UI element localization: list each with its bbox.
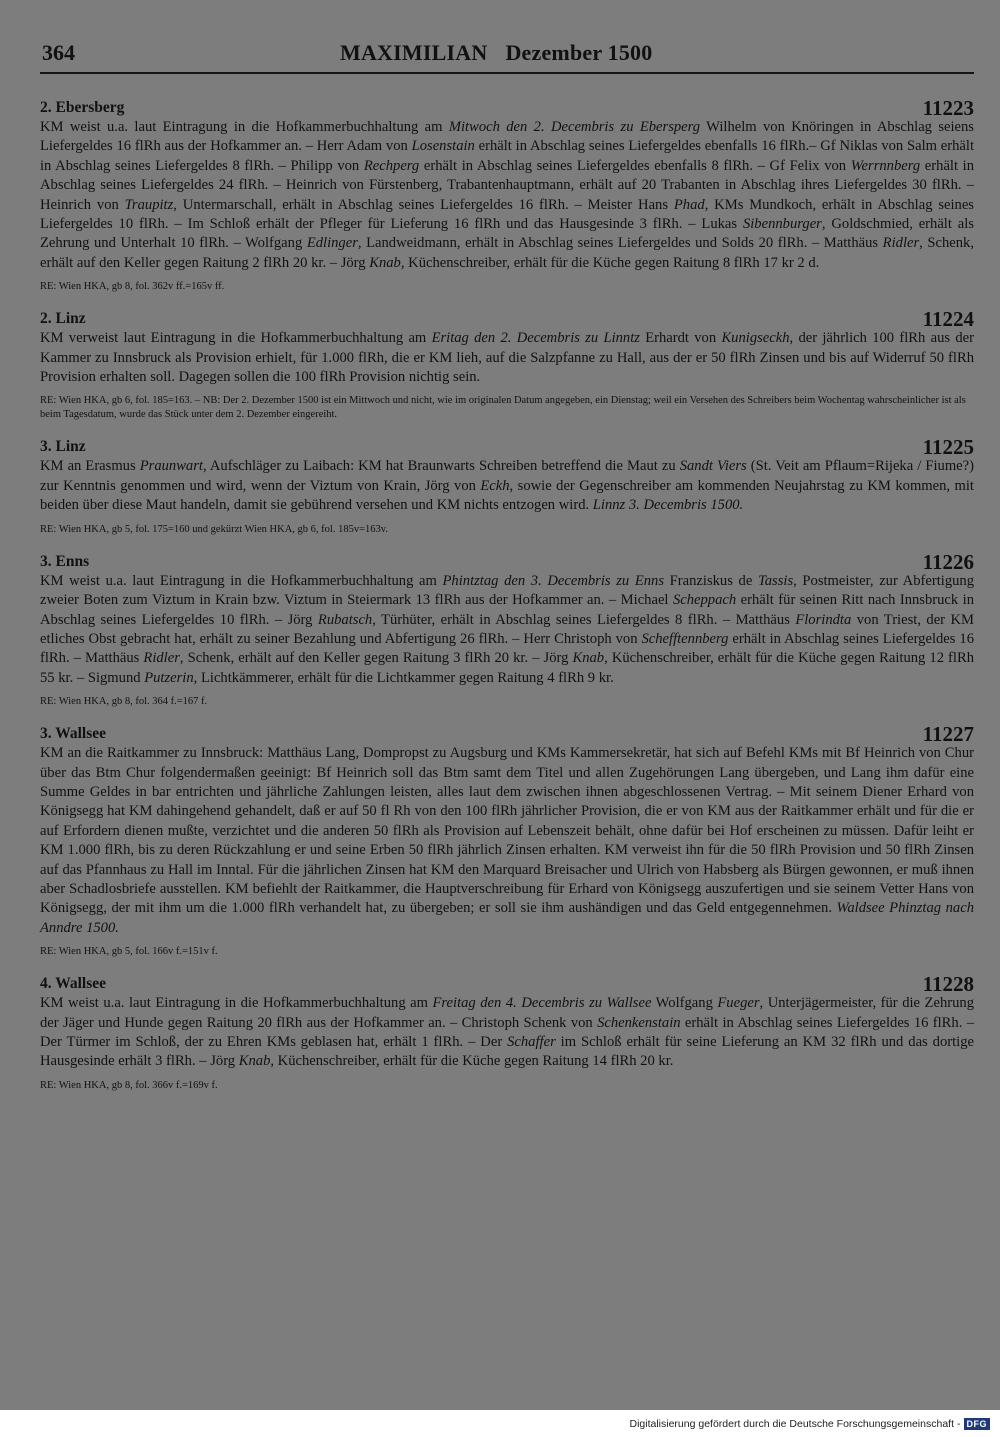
entry-italic-text: Schaffer [507, 1034, 556, 1050]
entry-heading [40, 550, 974, 572]
entry-text: Erhardt von [639, 330, 722, 347]
entry-text: , Lichtkämmerer, erhält für die Lichtkammer gegen Raitung 4 flRh 9 kr. [193, 669, 614, 686]
entry-italic-text: Schenkenstain [597, 1014, 681, 1031]
entry-italic-text: Knab [238, 1053, 271, 1070]
running-title [340, 40, 652, 66]
dfg-logo: DFG [964, 1418, 991, 1430]
entry-italic-text: Losenstain [411, 138, 475, 155]
footer: Digitalisierung gefördert durch die Deutsche Forschungsgemeinschaft - DFG [629, 1418, 990, 1430]
entry-number: 11225 [922, 435, 974, 460]
entry-heading [40, 435, 974, 460]
entry-body [40, 118, 974, 273]
running-title-date: Dezember 1500 [505, 40, 653, 65]
entry-italic-text: Schefftennberg [641, 630, 729, 647]
entry-text: Wolfgang [651, 995, 718, 1012]
entry-number: 11226 [922, 549, 974, 574]
entry-source: RE: Wien HKA, gb 5, fol. 175=160 und gekürzt Wien HKA, gb 6, fol. 185v=163v. [40, 523, 388, 535]
entry-italic-text: Fueger [717, 995, 760, 1012]
footer-text: Digitalisierung gefördert durch die Deutsche Forschungsgemeinschaft [629, 1418, 954, 1430]
entry-italic-text: Rechperg [363, 157, 420, 174]
entry-text: , der jährlich 100 flRh aus der Kammer zu Innsbruck als Provision erhielt, für 1.000 flRh, die er KM lieh, auf die Salzpfanne zu Hall, aus der er 50 flRh Zinsen und bis auf Widerruf 50 flRh Provision erhalten soll. Dagegen sollen die 100 flRh Provision nichtig sein. [40, 330, 974, 386]
entry-body [40, 744, 974, 938]
entry-place-date: 3. Enns [40, 552, 90, 570]
entry-text: erhält in Abschlag seines Liefergeldes ebenfalls 8 flRh. – Gf Felix von [419, 157, 851, 174]
entry-text: im Schloß erhält für seine Lieferung an KM 32 flRh und das dortige Hausgesinde erhält 3 flRh. – Jörg [40, 1034, 974, 1070]
entry-number: 11227 [922, 722, 974, 747]
entry-text: KM an Erasmus [40, 458, 140, 475]
entry-heading [40, 722, 974, 747]
entry-text: KM an die Raitkammer zu Innsbruck: Matthäus Lang, Dompropst zu Augsburg und KMs Kammersekretär, hat sich auf Befehl KMs mit Bf Heinrich von Chur über das Btm Chur folgendermaßen geeinigt: Bf Heinrich soll das Btm samt dem Titel und allen Zugehörungen Lang übergeben, und Lang ihm dafür eine Summe Geldes in bar entrichten und jährliche Zahlungen leisten, alles laut dem zwischen ihnen abgeschlossenen Vertrag. – Mit seinem Diener Erhard von Königsegg hat KM dahingehend gehandelt, daß er auf 50 fl Rh von den 100 flRh jährlicher Provision, die er von KM aus der Raitkammer erhält und für die er auf Erfordern dienen mußte, verzichtet und die anderen 50 flRh als Provision auf Lebenszeit behält, ohne dafür bei Hof erscheinen zu müssen. Dafür leiht er KM 1.000 flRh, bis zu deren Rückzahlung er und seine Erben 50 flRh jährlich Zinsen erhalten. KM verweist ihn für die 50 flRh Provision und 50 flRh Zinsen auf das Pfannhaus zu Hall im Inntal. Für die jährlichen Zinsen hat KM den Marquard Breisacher und Ulrich von Habsberg als Bürgen gewonnen, er muß ihnen aber Schadlosbriefe ausstellen. KM befiehlt der Raitkammer, die Hauptverschreibung für Erhard von Königsegg auszufertigen und sie seinem Vetter Hans von Königsegg, der mit ihm um die 1.000 flRh verhandelt hat, zu übergeben; er soll sie ihm aushändigen und das Geld entgegennehmen. [40, 745, 974, 917]
register-entry [40, 722, 974, 959]
entry-text: KM weist u.a. laut Eintragung in die Hofkammerbuchhaltung am [40, 995, 433, 1012]
entry-text: , Postmeister, zur Abfertigung zweier Boten zum Viztum in Krain bzw. Viztum in Steiermark 13 flRh aus der Hofkammer an. – Michael [40, 572, 975, 609]
register-entry [40, 972, 974, 1093]
entry-heading [40, 972, 974, 997]
entry-italic-text: Scheppach [672, 592, 737, 609]
entry-text: , Untermarschall, erhält in Abschlag seines Liefergeldes 16 flRh. – Meister Hans [173, 196, 674, 213]
entry-place-date: 3. Linz [40, 438, 86, 456]
entry-italic-text: Rubatsch [317, 611, 373, 628]
entry-text: , Küchenschreiber, erhält für die Küche gegen Raitung 12 flRh 55 kr. – Sigmund [40, 650, 974, 686]
entry-text: , Küchenschreiber, erhält für die Küche gegen Raitung 8 flRh 17 kr 2 d. [400, 254, 820, 271]
entry-italic-text: Eritag den 2. Decembris zu Linntz [431, 330, 640, 347]
entry-text: erhält in Abschlag seines Liefergeldes 16 flRh. – Der Türmer im Schloß, der zu Ehren KMs geblasen hat, erhält 1 flRh. – Der [40, 1014, 974, 1050]
entry-italic-text: Praunwart [139, 458, 203, 475]
entry-text: KM weist u.a. laut Eintragung in die Hofkammerbuchhaltung am [40, 572, 443, 589]
entry-italic-text: Sibennburger [742, 216, 822, 233]
entry-italic-text: Knab [572, 650, 605, 667]
entry-text: , Aufschläger zu Laibach: KM hat Braunwarts Schreiben betreffend die Maut zu [202, 458, 680, 475]
entry-source: RE: Wien HKA, gb 6, fol. 185=163. – NB: Der 2. Dezember 1500 ist ein Mittwoch und nicht, wie im originalen Datum angegeben, ein Dienstag; weil ein Versehen des Schreibers beim Wochentag wahrscheinlicher ist als beim Tagesdatum, wurde das Stück unter dem 2. Dezember eingereiht. [40, 395, 966, 421]
entry-source: RE: Wien HKA, gb 8, fol. 366v f.=169v f. [40, 1079, 218, 1091]
register-entry [40, 435, 974, 536]
entry-place-date: 2. Ebersberg [40, 99, 125, 116]
entry-place-date: 2. Linz [40, 310, 86, 328]
entry-italic-text: Phintztag den 3. Decembris zu Enns [442, 572, 665, 589]
entry-text: (St. Veit am Pflaum=Rijeka / Fiume?) zur Kenntnis genommen und wird, wenn der Viztum von Krain, Jörg von [40, 458, 974, 494]
register-entry [40, 96, 974, 294]
entry-text: , Unterjägermeister, für die Zehrung der Jäger und Hunde gegen Raitung 20 flRh aus der Hofkammer an. – Christoph Schenk von [40, 995, 974, 1031]
entry-text: erhält für seinen Ritt nach Innsbruck in Abschlag seines Liefergeldes 10 flRh. – Jörg [40, 592, 975, 628]
entry-text: , sowie der Gegenschreiber am kommenden Neujahrstag zu KM kommen, mit beiden über diese Maut handeln, damit sie gebührend versehen und KM nichts entzogen wird. [40, 477, 974, 514]
entry-number: 11228 [922, 972, 974, 997]
entry-italic-text: Mitwoch den 2. Decembris zu Ebersperg [448, 119, 701, 135]
entry-source: RE: Wien HKA, gb 8, fol. 364 f.=167 f. [40, 696, 208, 708]
entry-text: erhält in Abschlag seines Liefergeldes 24 flRh. – Heinrich von Fürstenberg, Trabantenhauptmann, erhält auf 20 Trabanten in Abschlag ihres Liefergeldes 30 flRh. – Heinrich von [40, 157, 975, 213]
entry-italic-text: Eckh [480, 477, 510, 494]
entry-text: KM weist u.a. laut Eintragung in die Hofkammerbuchhaltung am [40, 119, 449, 135]
running-header [40, 40, 974, 70]
entry-text: erhält in Abschlag seines Liefergeldes ebenfalls 16 flRh.– Gf Niklas von Salm erhält in Abschlag seines Liefergeldes 8 flRh. – Philipp von [40, 138, 974, 174]
running-title-name: MAXIMILIAN [340, 40, 488, 65]
entry-italic-text: Edlinger [306, 235, 358, 252]
entry-italic-text: Linnz 3. Decembris 1500. [592, 497, 744, 514]
entry-number: 11224 [922, 307, 974, 332]
entry-number: 11223 [922, 96, 974, 120]
entry-text: , Schenk, erhält auf den Keller gegen Raitung 3 flRh 20 kr. – Jörg [179, 650, 573, 667]
entry-source: RE: Wien HKA, gb 8, fol. 362v ff.=165v ff. [40, 281, 225, 293]
entry-text: , KMs Mundkoch, erhält in Abschlag seines Liefergeldes 10 flRh. – Im Schloß erhält der Pfleger für Lieferung 16 flRh und das Hausgesinde 3 flRh. – Lukas [40, 196, 974, 233]
entry-text: , Schenk, erhält auf den Keller gegen Raitung 2 flRh 20 kr. – Jörg [40, 235, 974, 271]
header-rule [40, 72, 974, 74]
entry-text: , Türhüter, erhält in Abschlag seines Liefergeldes 8 flRh. – Matthäus [372, 611, 796, 628]
entry-italic-text: Ridler [143, 650, 180, 667]
entry-italic-text: Tassis [757, 572, 794, 589]
register-entry [40, 307, 974, 422]
entry-place-date: 4. Wallsee [40, 975, 107, 993]
entry-italic-text: Sandt Viers [679, 458, 747, 475]
entry-italic-text: Florindta [795, 611, 852, 628]
entry-text: Wilhelm von Knöringen in Abschlag seiens Liefergeldes 16 flRh aus der Hofkammer an. – Herr Adam von [40, 119, 974, 155]
entry-heading [40, 307, 974, 332]
entry-text: erhält in Abschlag seines Liefergeldes 16 flRh. – Matthäus [40, 630, 974, 667]
entry-italic-text: Werrnnberg [850, 157, 921, 174]
entry-text: , Goldschmied, erhält als Zehrung und Unterhalt 10 flRh. – Wolfgang [40, 216, 974, 252]
entry-italic-text: Traupitz [124, 196, 174, 213]
entry-text: Franziskus de [664, 572, 758, 589]
register-entry [40, 550, 974, 709]
entry-body [40, 329, 974, 387]
page-number: 364 [42, 40, 75, 65]
entry-italic-text: Waldsee Phinztag nach Anndre 1500. [40, 900, 974, 936]
entry-body [40, 994, 974, 1072]
entry-heading [40, 96, 974, 118]
entry-italic-text: Freitag den 4. Decembris zu Wallsee [432, 995, 652, 1012]
entry-place-date: 3. Wallsee [40, 725, 107, 743]
entry-source: RE: Wien HKA, gb 5, fol. 166v f.=151v f. [40, 946, 218, 958]
entry-italic-text: Phad [673, 196, 705, 213]
entry-text: , Küchenschreiber, erhält für die Küche gegen Raitung 14 flRh 20 kr. [270, 1053, 674, 1070]
entry-italic-text: Ridler [882, 235, 920, 252]
entry-italic-text: Knab [369, 254, 401, 271]
entry-text: , Landweidmann, erhält in Abschlag seines Liefergeldes und Solds 20 flRh. – Matthäus [357, 235, 883, 252]
entry-body [40, 457, 974, 515]
entry-text: von Triest, der KM etliches Obst gebracht hat, erhält zu seiner Bezahlung und Abfertigung 26 flRh. – Herr Christoph von [40, 611, 975, 647]
entry-body [40, 572, 974, 688]
entry-italic-text: Kunigseckh [721, 330, 790, 347]
entry-italic-text: Putzerin [144, 669, 194, 686]
entry-list [40, 96, 974, 1106]
entry-text: KM verweist laut Eintragung in die Hofkammerbuchhaltung am [40, 330, 432, 347]
